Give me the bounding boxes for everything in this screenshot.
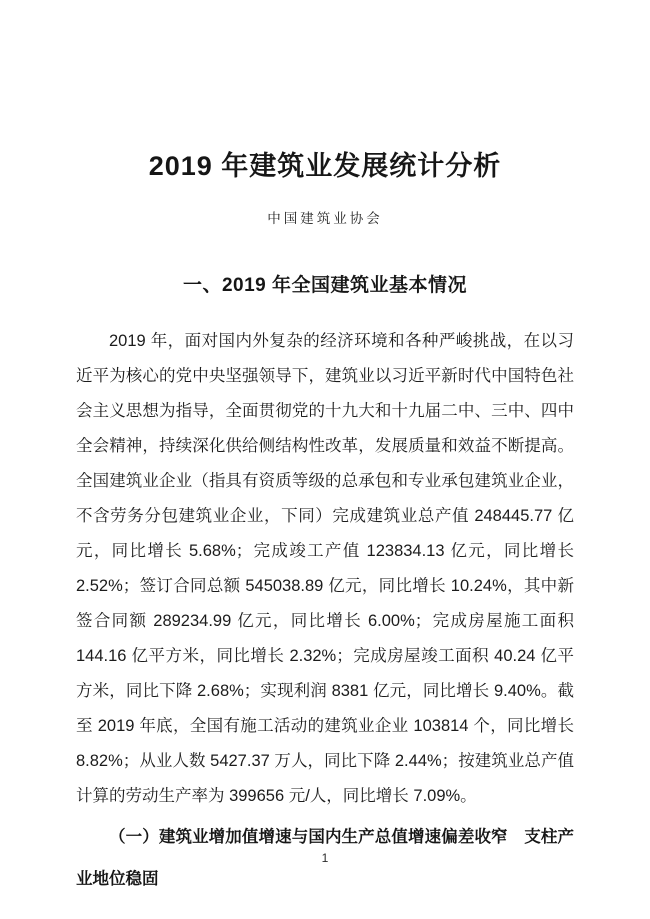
section-heading: 一、2019 年全国建筑业基本情况	[182, 275, 468, 296]
body-paragraph: 2019 年，面对国内外复杂的经济环境和各种严峻挑战，在以习近平为核心的党中央坚强领导下，建筑业以习近平新时代中国特色社会主义思想为指导，全面贯彻党的十九大和十九届二中、三中、四中全会精神，持续深化供给侧结构性改革，发展质量和效益不断提高。全国建筑业企业（指具有资质等级的总承包和专业承包建筑业企业，不含劳务分包建筑业企业，下同）完成建筑业总产值 248445.77 亿元，同比增长 5.68%；完成竣工产值 123834.13 亿元，同比增长 2.52%；签订合同总额 545038.89 亿元，同比增长 10.24%，其中新签合同额 289234.99 亿元，同比增长 6.00%；完成房屋施工面积 144.16 亿平方米，同比增长 2.32%；完成房屋竣工面积 40.24 亿平方米，同比下降 2.68%；实现利润 8381 亿元，同比增长 9.40%。截至 2019 年底，全国有施工活动的建筑业企业 103814 个，同比增长 8.82%；从业人数 5427.37 万人，同比下降 2.44%；按建筑业总产值计算的劳动生产率为 399656 元/人，同比增长 7.09%。	[76, 332, 574, 805]
document-subtitle: 中国建筑业协会	[267, 211, 383, 226]
document-title: 2019 年建筑业发展统计分析	[148, 151, 502, 181]
page-number: 1	[321, 851, 329, 865]
subsection-heading: （一）建筑业增加值增速与国内生产总值增速偏差收窄 支柱产业地位稳固	[76, 828, 574, 888]
